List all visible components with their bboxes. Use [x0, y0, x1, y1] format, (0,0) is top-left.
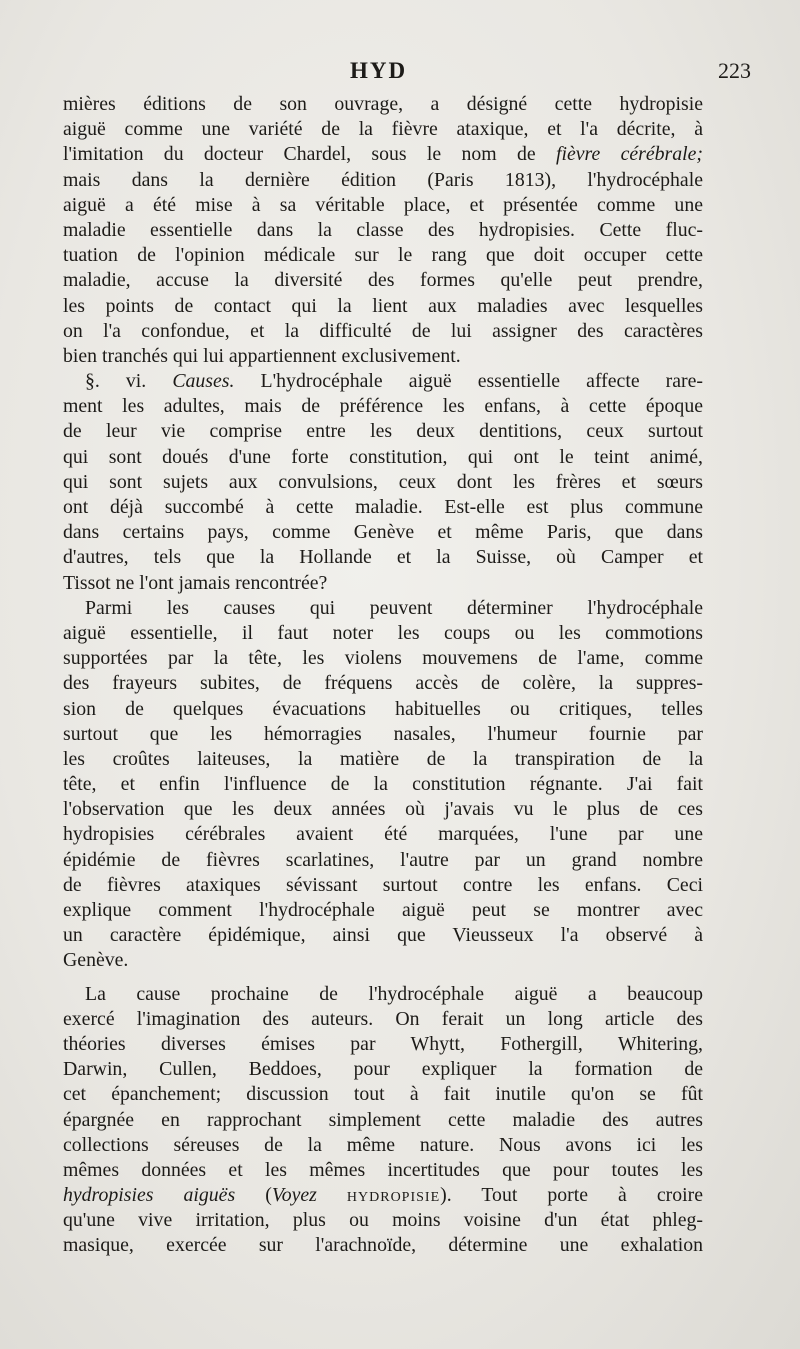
text-line: [63, 394, 703, 419]
text-segment: La cause prochaine de l'hydrocéphale aiguë a beaucoup: [85, 982, 703, 1005]
text-line: [63, 596, 703, 621]
text-segment: les points de contact qui la lient aux maladies avec lesquelles: [63, 294, 703, 317]
text-segment: Parmi les causes qui peuvent déterminer l'hydrocéphale: [85, 596, 703, 619]
text-segment: épidémie de fièvres scarlatines, l'autre par un grand nombre: [63, 848, 703, 871]
page-header: [0, 54, 800, 88]
text-line: [63, 294, 703, 319]
text-segment: les croûtes laiteuses, la matière de la transpiration de la: [63, 747, 703, 770]
text-line: [63, 1133, 703, 1158]
text-line: [63, 495, 703, 520]
text-line: [63, 243, 703, 268]
text-segment: de fièvres ataxiques sévissant surtout contre les enfans. Ceci: [63, 873, 703, 896]
text-segment: sion de quelques évacuations habituelles ou critiques, telles: [63, 697, 703, 720]
text-segment: tête, et enfin l'influence de la constitution régnante. J'ai fait: [63, 773, 703, 796]
text-segment: Genève.: [63, 949, 129, 972]
text-segment: l'observation que les deux années où j'avais vu le plus de ces: [63, 798, 703, 821]
page-number: 223: [718, 58, 751, 83]
text-segment: tuation de l'opinion médicale sur le rang que doit occuper cette: [63, 244, 703, 267]
text-segment: d'autres, tels que la Hollande et la Suisse, où Camper et: [63, 546, 703, 569]
text-line: [63, 218, 703, 243]
text-line: [63, 117, 703, 142]
text-segment: ment les adultes, mais de préférence les enfans, à cette époque: [63, 395, 703, 418]
text-line: [63, 142, 703, 167]
text-line: [63, 268, 703, 293]
text-segment: maladie essentielle dans la classe des hydropisies. Cette fluc-: [63, 218, 703, 241]
text-segment: qu'une vive irritation, plus ou moins voisine d'un état phleg-: [63, 1209, 703, 1232]
text-segment: ). Tout porte à croire: [440, 1184, 703, 1207]
text-segment: hydropisies cérébrales avaient été marquées, l'une par une: [63, 823, 703, 846]
italic-text: Voyez: [271, 1184, 317, 1207]
text-segment: qui sont doués d'une forte constitution, qui ont le teint animé,: [63, 445, 703, 468]
text-segment: un caractère épidémique, ainsi que Vieusseux l'a observé à: [63, 924, 703, 947]
text-line: [63, 470, 703, 495]
text-line: [63, 1208, 703, 1233]
text-segment: Darwin, Cullen, Beddoes, pour expliquer la formation de: [63, 1058, 703, 1081]
text-line: [63, 898, 703, 923]
text-line: [63, 1057, 703, 1082]
text-segment: exercé l'imagination des auteurs. On ferait un long article des: [63, 1007, 703, 1030]
text-segment: on l'a confondue, et la difficulté de lui assigner des caractères: [63, 319, 703, 342]
text-segment: qui sont sujets aux convulsions, ceux dont les frères et sœurs: [63, 470, 703, 493]
running-head: HYD: [350, 58, 408, 83]
text-segment: théories diverses émises par Whytt, Fothergill, Whitering,: [63, 1032, 703, 1055]
text-line: [63, 646, 703, 671]
text-line: [63, 571, 703, 596]
text-segment: l'imitation du docteur Chardel, sous le nom de: [63, 143, 556, 166]
text-segment: surtout que les hémorragies nasales, l'humeur fournie par: [63, 722, 703, 745]
text-segment: mières éditions de son ouvrage, a désigné cette hydropisie: [63, 93, 703, 115]
text-line: [63, 621, 703, 646]
text-line: [63, 1158, 703, 1183]
text-line: [63, 671, 703, 696]
text-line: [63, 982, 703, 1007]
text-segment: explique comment l'hydrocéphale aiguë peut se montrer avec: [63, 899, 703, 921]
text-line: [63, 193, 703, 218]
text-segment: épargnée en rapprochant simplement cette maladie des autres: [63, 1108, 703, 1131]
body-text: [63, 92, 703, 1259]
text-segment: masique, exercée sur l'arachnoïde, détermine une exhalation: [63, 1234, 703, 1257]
text-segment: bien tranchés qui lui appartiennent exclusivement.: [63, 344, 461, 367]
italic-text: hydropisies aiguës: [63, 1184, 236, 1207]
text-segment: supportées par la tête, les violens mouvemens de l'ame, comme: [63, 647, 703, 670]
text-segment: aiguë a été mise à sa véritable place, et présentée comme une: [63, 193, 703, 216]
text-line: [63, 722, 703, 747]
text-line: [63, 92, 703, 117]
text-segment: cet épanchement; discussion tout à fait inutile qu'on se fût: [63, 1083, 703, 1106]
italic-text: fièvre cérébrale;: [556, 143, 703, 166]
text-line: [63, 772, 703, 797]
text-line: [63, 948, 703, 973]
text-segment: dans certains pays, comme Genève et même Paris, que dans: [63, 521, 703, 544]
text-line: [63, 1183, 703, 1208]
text-segment: ont déjà succombé à cette maladie. Est-elle est plus commune: [63, 496, 703, 518]
smallcaps-text: HYDROPISIE: [346, 1190, 441, 1206]
text-line: [63, 445, 703, 470]
text-segment: des frayeurs subites, de fréquens accès de colère, la suppres-: [63, 672, 703, 695]
text-line: [63, 923, 703, 948]
text-line: [63, 1082, 703, 1107]
text-line: [63, 797, 703, 822]
text-line: [63, 168, 703, 193]
text-segment: [317, 1184, 347, 1206]
text-segment: de leur vie comprise entre les deux dentitions, ceux surtout: [63, 420, 703, 443]
text-segment: aiguë comme une variété de la fièvre ataxique, et l'a décrite, à: [63, 118, 703, 141]
text-line: [63, 369, 703, 394]
text-segment: mêmes données et les mêmes incertitudes que pour toutes les: [63, 1158, 703, 1181]
text-segment: aiguë essentielle, il faut noter les coups ou les commotions: [63, 621, 703, 644]
text-segment: maladie, accuse la diversité des formes qu'elle peut prendre,: [63, 269, 703, 292]
text-line: [63, 419, 703, 444]
text-line: [63, 344, 703, 369]
text-line: [63, 319, 703, 344]
text-segment: Tissot ne l'ont jamais rencontrée?: [63, 571, 328, 594]
text-line: [63, 747, 703, 772]
italic-text: Causes.: [172, 370, 235, 393]
text-line: [63, 697, 703, 722]
text-line: [63, 873, 703, 898]
text-segment: mais dans la dernière édition (Paris 1813), l'hydrocéphale: [63, 168, 703, 191]
text-segment: collections séreuses de la même nature. Nous avons ici les: [63, 1133, 703, 1156]
text-line: [63, 1007, 703, 1032]
text-segment: (: [235, 1184, 272, 1207]
text-line: [63, 545, 703, 570]
text-line: [63, 848, 703, 873]
text-line: [63, 822, 703, 847]
text-segment: §. vi.: [85, 370, 173, 393]
text-segment: L'hydrocéphale aiguë essentielle affecte rare-: [234, 370, 703, 393]
text-line: [63, 1108, 703, 1133]
text-line: [63, 520, 703, 545]
text-line: [63, 1032, 703, 1057]
text-line: [63, 1233, 703, 1258]
